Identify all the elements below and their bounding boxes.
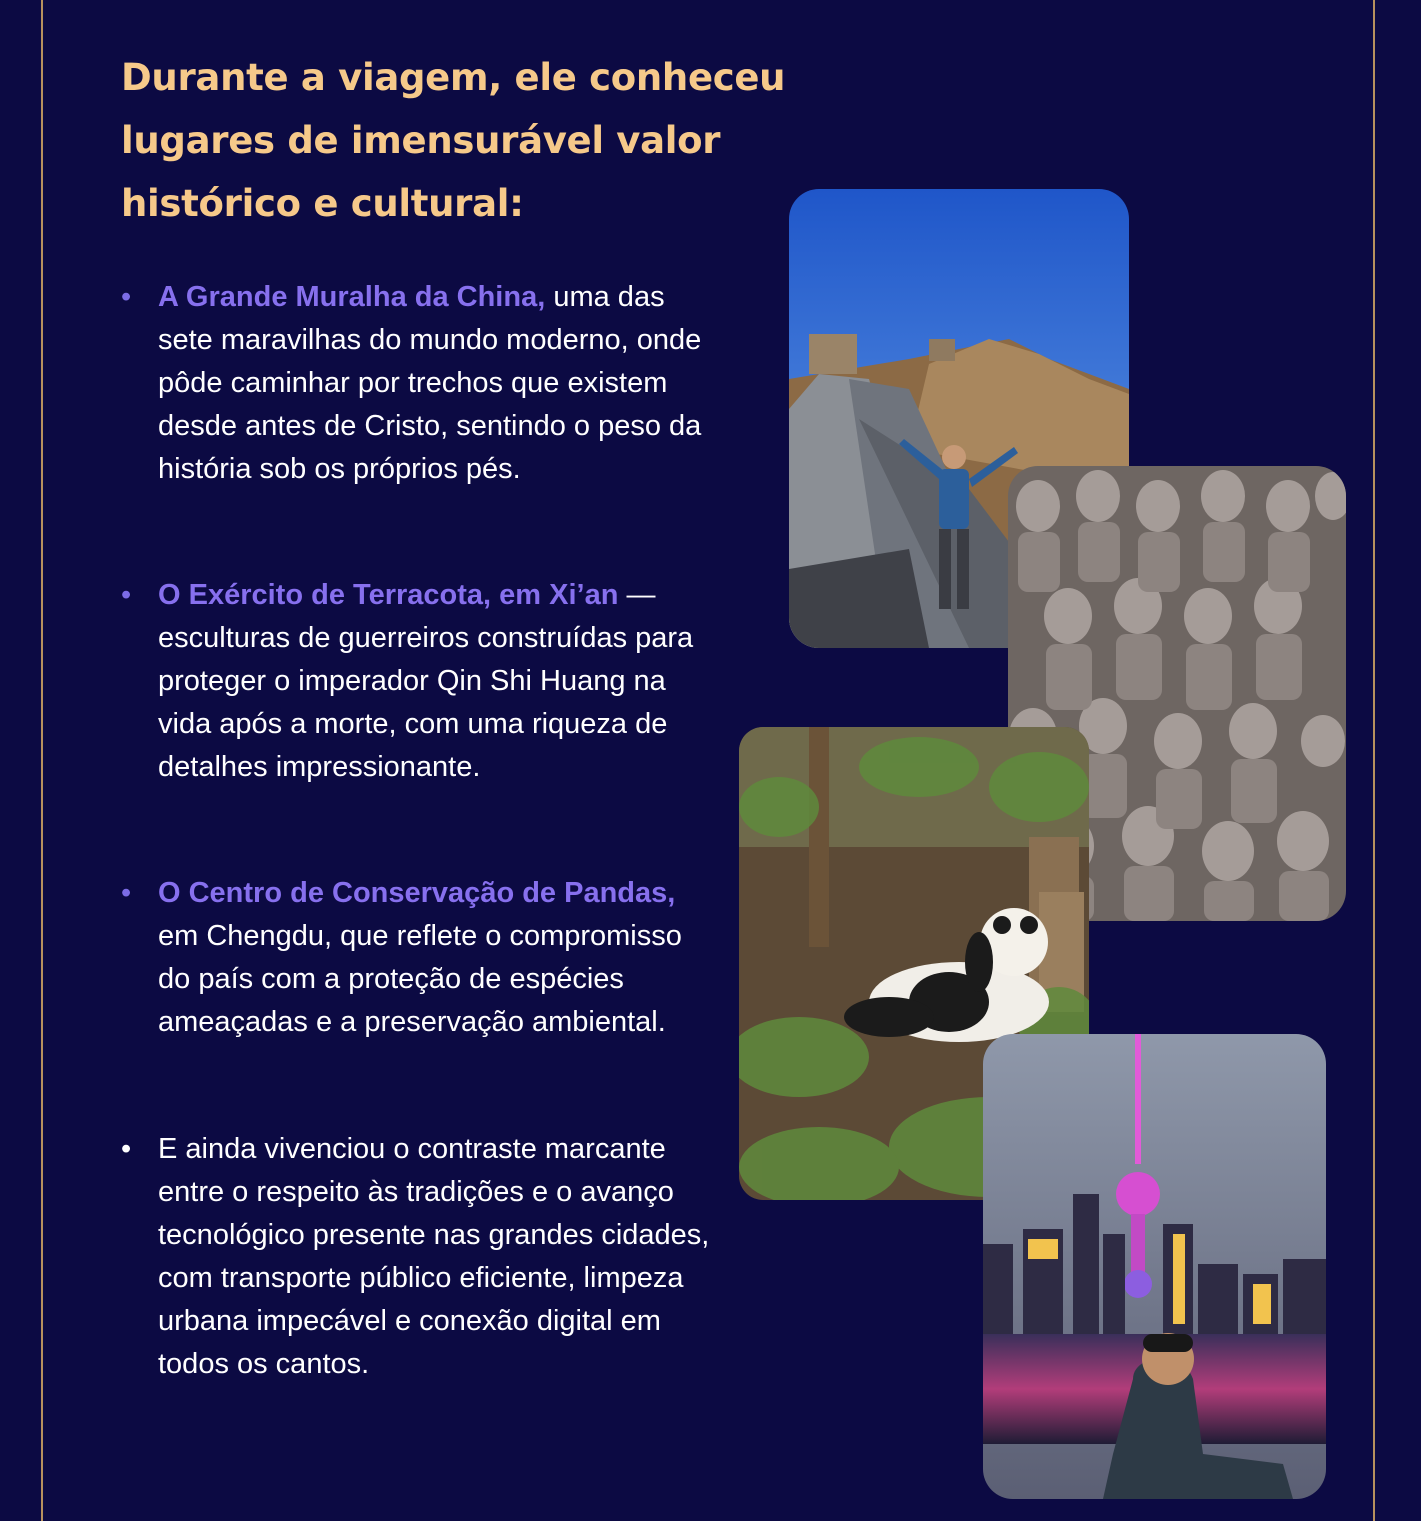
bullet-icon: •: [121, 1133, 132, 1165]
list-item-great-wall: [121, 276, 711, 491]
list-item-text: E ainda vivenciou o contraste marcante entre o respeito às tradições e o avanço tecnológico presente nas grandes cidades, com transporte público eficiente, limpeza urbana impecável e conexão digital em todos os cantos.: [158, 1133, 710, 1380]
list-item-highlight: O Centro de Conservação de Pandas,: [158, 877, 676, 909]
list-item-text: em Chengdu, que reflete o compromisso do país com a proteção de espécies ameaçadas e a preservação ambiental.: [158, 920, 682, 1038]
list-item-cities: [121, 1128, 711, 1386]
page-heading: Durante a viagem, ele conheceu lugares de imensurável valor histórico e cultural:: [121, 56, 786, 225]
list-item-terracotta: [121, 574, 711, 789]
list-item-highlight: O Exército de Terracota, em Xi’an: [158, 579, 619, 611]
bullet-icon: •: [121, 579, 132, 611]
shanghai-skyline-photo: [983, 1034, 1326, 1499]
frame-line-left: [41, 0, 43, 1521]
frame-line-right: [1373, 0, 1375, 1521]
bullet-icon: •: [121, 281, 132, 313]
bullet-icon: •: [121, 877, 132, 909]
list-item-highlight: A Grande Muralha da China,: [158, 281, 546, 313]
list-item-pandas: [121, 872, 711, 1044]
list-item-text: — esculturas de guerreiros construídas para proteger o imperador Qin Shi Huang na vida após a morte, com uma riqueza de detalhes impressionante.: [158, 579, 694, 783]
list-item-text: uma das sete maravilhas do mundo moderno, onde pôde caminhar por trechos que existem desde antes de Cristo, sentindo o peso da história sob os próprios pés.: [158, 281, 702, 485]
